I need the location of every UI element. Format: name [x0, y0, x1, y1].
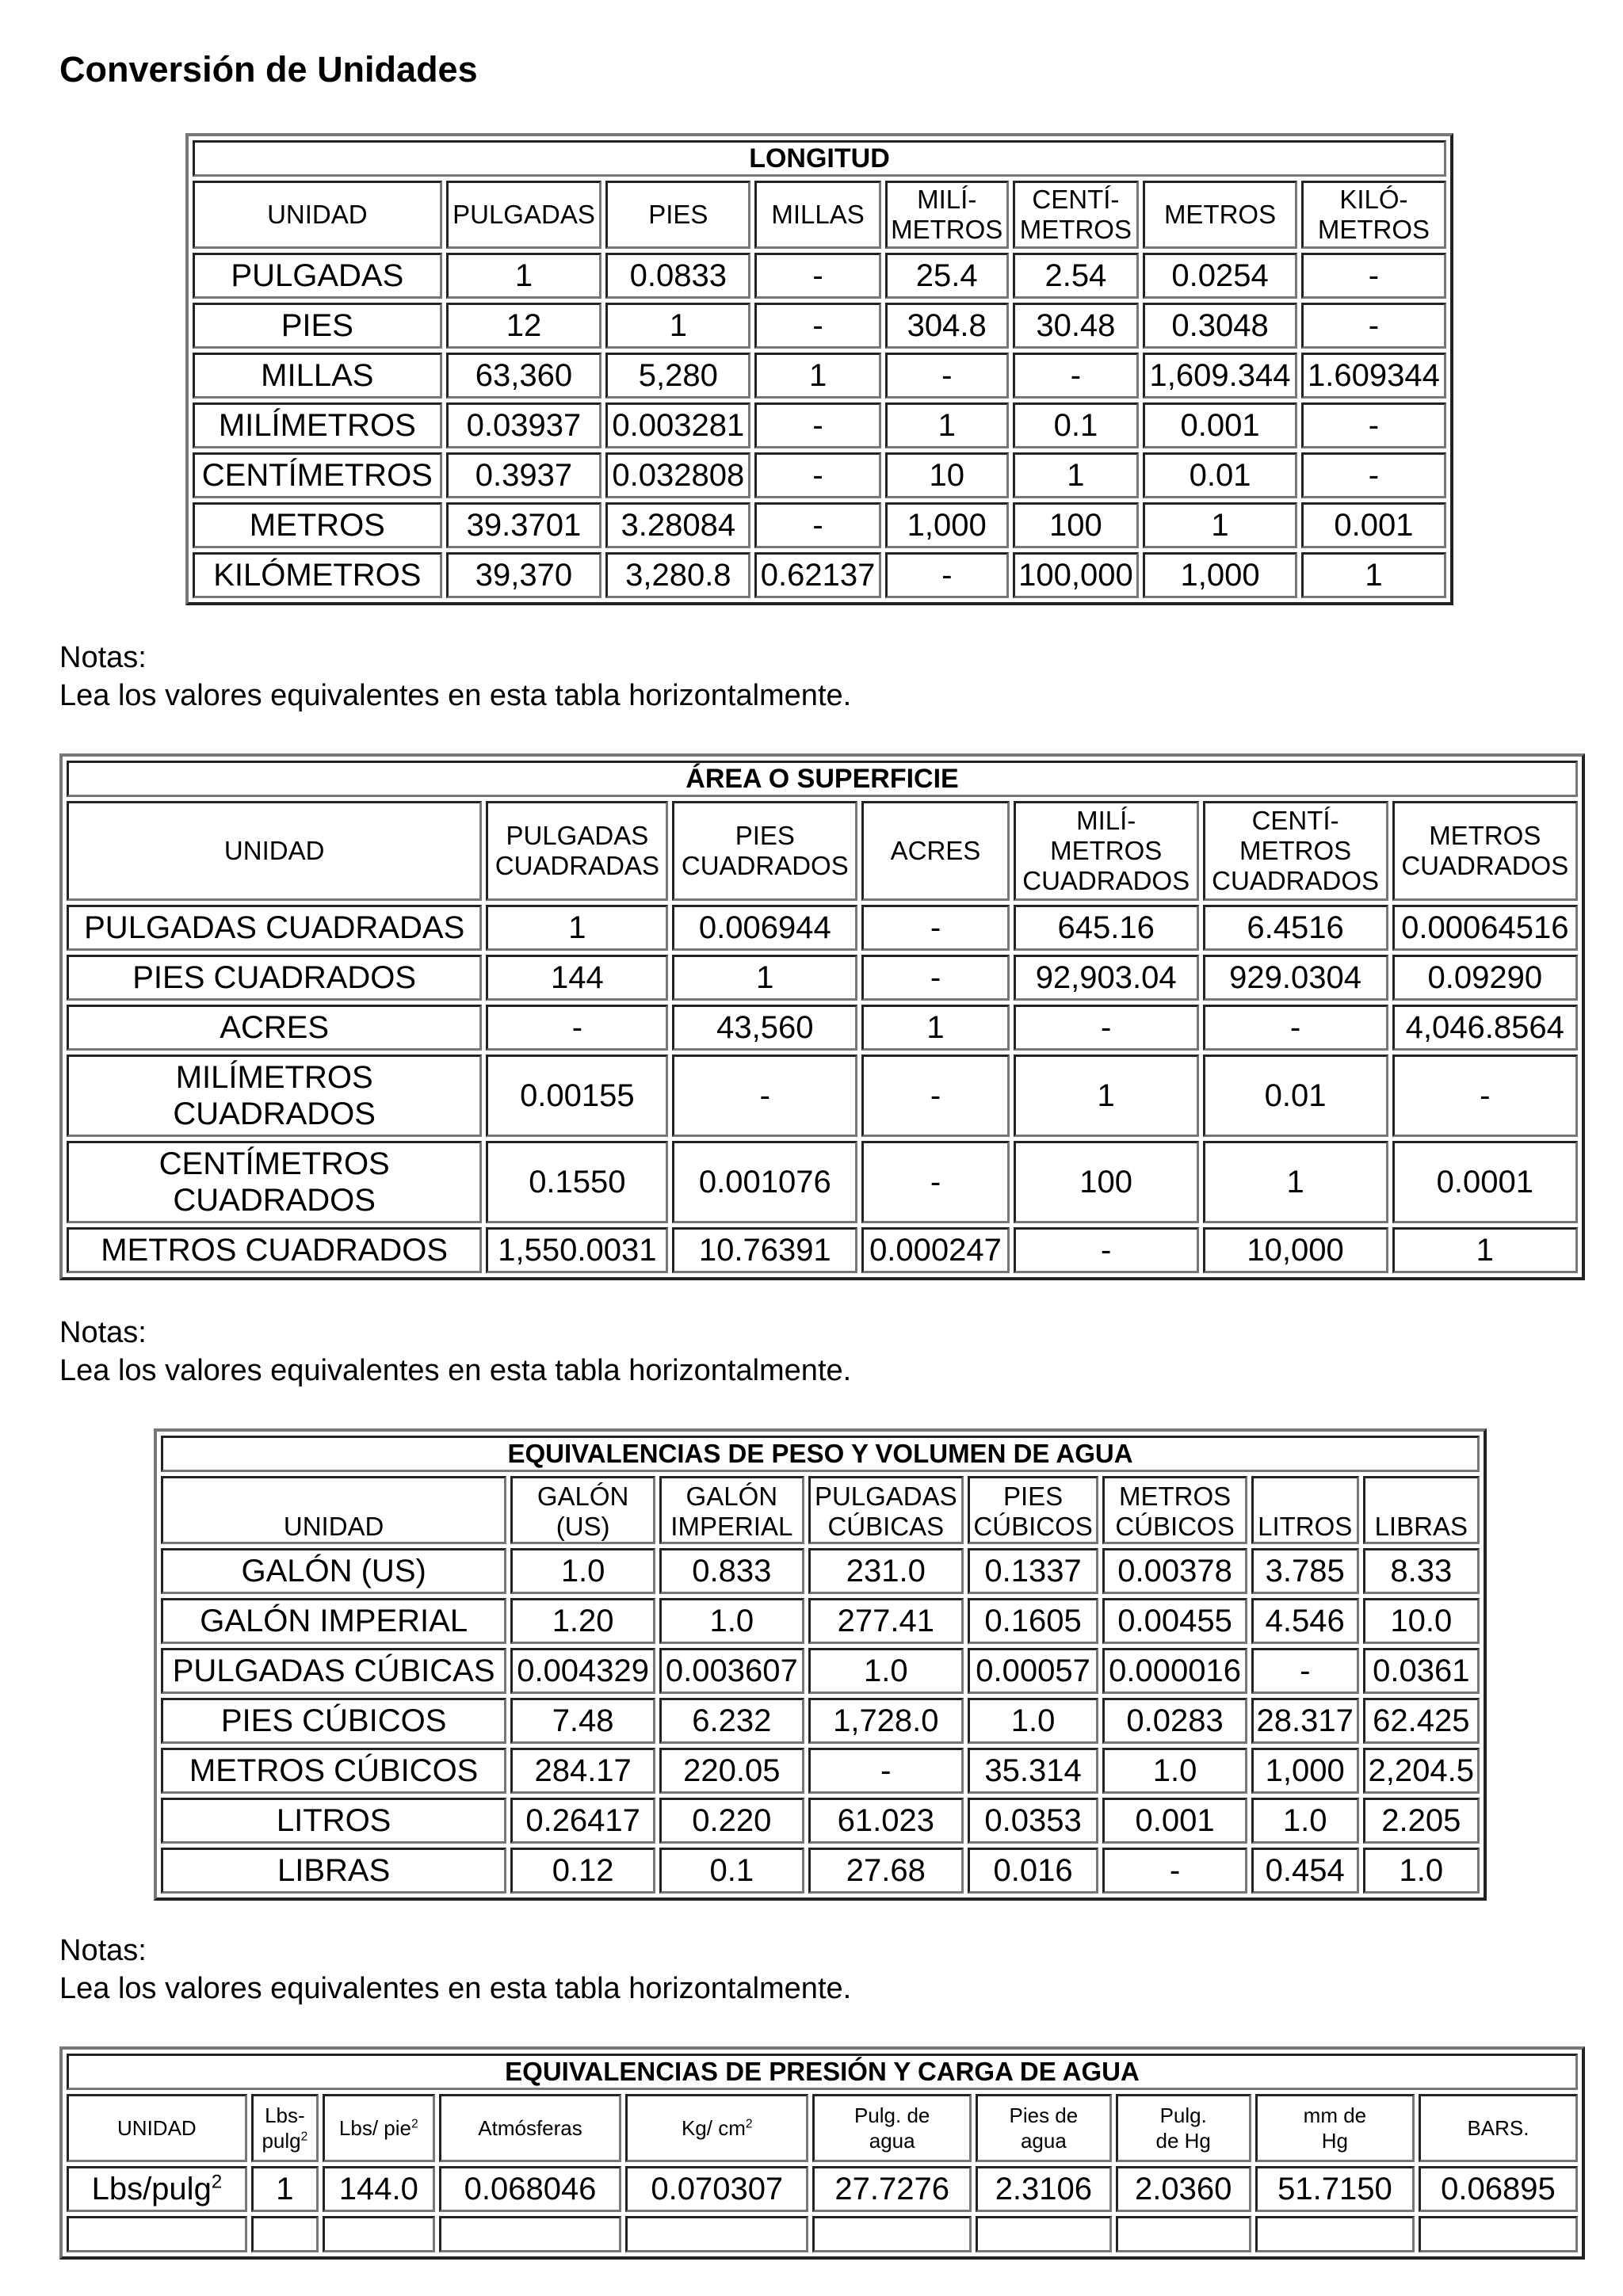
table-cell: 1 [885, 402, 1009, 448]
column-header: GALÓN IMPERIAL [659, 1476, 804, 1544]
table-cell [439, 2216, 622, 2252]
column-header: PULGADAS CÚBICAS [808, 1476, 964, 1544]
table-cell: - [1014, 1005, 1199, 1051]
table-cell: - [861, 955, 1009, 1001]
table-cell: - [1014, 1227, 1199, 1273]
table-cell: - [1203, 1005, 1388, 1051]
table-cell: 231.0 [808, 1548, 964, 1594]
table-cell: 2.54 [1013, 253, 1139, 299]
table-cell: 10.0 [1363, 1598, 1480, 1644]
column-header: Kg/ $cm^2$ [625, 2094, 808, 2162]
area-table [59, 753, 1585, 1280]
table-cell: 1 [486, 905, 668, 951]
table-cell: 0.001076 [672, 1141, 857, 1223]
column-header: BARS. [1419, 2094, 1578, 2162]
table-cell: 277.41 [808, 1598, 964, 1644]
table-row [67, 1227, 1578, 1273]
table-cell: 1.0 [1102, 1748, 1247, 1794]
table-cell: 27.68 [808, 1848, 964, 1894]
column-header: MILLAS [754, 181, 880, 249]
table-cell: 0.032808 [605, 452, 750, 498]
column-header: METROS [1143, 181, 1297, 249]
table-cell: 3,280.8 [605, 552, 750, 598]
table-cell: - [885, 353, 1009, 399]
table-cell: 8.33 [1363, 1548, 1480, 1594]
row-label: GALÓN (US) [161, 1548, 506, 1594]
table-cell: - [1392, 1055, 1578, 1137]
table-caption: LONGITUD [193, 140, 1446, 177]
table-cell: 1.0 [968, 1698, 1098, 1744]
table-cell: - [754, 502, 880, 548]
table-row [67, 905, 1578, 951]
table-cell: 0.03937 [446, 402, 602, 448]
note-label: Notas: [59, 1934, 147, 1967]
table-cell: - [486, 1005, 668, 1051]
table-cell: 1 [1013, 452, 1139, 498]
page-title: Conversión de Unidades [59, 49, 478, 90]
note-label: Notas: [59, 641, 147, 674]
note-peso [59, 1932, 851, 2008]
table-cell: 1 [861, 1005, 1009, 1051]
column-header: UNIDAD [161, 1476, 506, 1544]
table-cell: - [1301, 303, 1446, 349]
table-row [67, 1055, 1578, 1137]
table-cell: 0.0001 [1392, 1141, 1578, 1223]
table-cell: - [1301, 402, 1446, 448]
table-cell: 0.0353 [968, 1798, 1098, 1844]
table-cell [323, 2216, 435, 2252]
table-cell: 0.0283 [1102, 1698, 1247, 1744]
table-cell: - [861, 905, 1009, 951]
column-header: UNIDAD [193, 181, 442, 249]
table-cell: 1.20 [510, 1598, 655, 1644]
table-cell: 62.425 [1363, 1698, 1480, 1744]
row-label: METROS [193, 502, 442, 548]
table-cell: - [1102, 1848, 1247, 1894]
table-cell: 0.00057 [968, 1648, 1098, 1694]
table-cell: 0.000247 [861, 1227, 1009, 1273]
table-row [161, 1548, 1480, 1594]
table-cell: 1,000 [1251, 1748, 1359, 1794]
table-cell: 0.62137 [754, 552, 880, 598]
table-cell: 4.546 [1251, 1598, 1359, 1644]
row-label: METROS CÚBICOS [161, 1748, 506, 1794]
table-cell: 0.004329 [510, 1648, 655, 1694]
table-cell: 1,000 [885, 502, 1009, 548]
column-header: MILÍ- METROS [885, 181, 1009, 249]
table-cell: 2,204.5 [1363, 1748, 1480, 1794]
table-cell: 63,360 [446, 353, 602, 399]
table-cell: 35.314 [968, 1748, 1098, 1794]
table-row [67, 955, 1578, 1001]
note-label: Notas: [59, 1316, 147, 1349]
table-cell [67, 2216, 247, 2252]
column-header: PULGADAS CUADRADAS [486, 801, 668, 901]
table-row [67, 1141, 1578, 1223]
row-label: LITROS [161, 1798, 506, 1844]
table-cell: 10.76391 [672, 1227, 857, 1273]
column-header: PIES [605, 181, 750, 249]
table-cell: 0.12 [510, 1848, 655, 1894]
table-cell: - [672, 1055, 857, 1137]
table-row [161, 1848, 1480, 1894]
table-cell: 92,903.04 [1014, 955, 1199, 1001]
table-cell: 12 [446, 303, 602, 349]
table-cell: - [754, 402, 880, 448]
table-row [193, 253, 1446, 299]
table-cell: 0.09290 [1392, 955, 1578, 1001]
column-header: UNIDAD [67, 2094, 247, 2162]
table-cell: 0.06895 [1419, 2166, 1578, 2212]
table-cell: 39,370 [446, 552, 602, 598]
column-header: KILÓ- METROS [1301, 181, 1446, 249]
table-cell: 1 [1203, 1141, 1388, 1223]
table-cell: 0.01 [1143, 452, 1297, 498]
table-cell: 0.00455 [1102, 1598, 1247, 1644]
table-cell: - [861, 1141, 1009, 1223]
column-header: LIBRAS [1363, 1476, 1480, 1544]
table-cell: 5,280 [605, 353, 750, 399]
table-cell: 0.0361 [1363, 1648, 1480, 1694]
row-label: PULGADAS CUADRADAS [67, 905, 482, 951]
row-label: PULGADAS CÚBICAS [161, 1648, 506, 1694]
table-cell: 0.000016 [1102, 1648, 1247, 1694]
table-cell: 0.1 [1013, 402, 1139, 448]
row-label: MILLAS [193, 353, 442, 399]
table-row [67, 1005, 1578, 1051]
table-cell: 144 [486, 955, 668, 1001]
table-cell: 0.006944 [672, 905, 857, 951]
table-cell: 0.016 [968, 1848, 1098, 1894]
row-label: PULGADAS [193, 253, 442, 299]
table-row [161, 1698, 1480, 1744]
table-row [193, 402, 1446, 448]
table-cell: 1.609344 [1301, 353, 1446, 399]
table-cell: 1,000 [1143, 552, 1297, 598]
table-cell: 0.26417 [510, 1798, 655, 1844]
column-header: MILÍ- METROS CUADRADOS [1014, 801, 1199, 901]
row-label: KILÓMETROS [193, 552, 442, 598]
table-cell: 0.3048 [1143, 303, 1297, 349]
table-cell: 1.0 [808, 1648, 964, 1694]
table-cell: 1,728.0 [808, 1698, 964, 1744]
table-cell: 2.205 [1363, 1798, 1480, 1844]
table-cell: 100,000 [1013, 552, 1139, 598]
table-cell [976, 2216, 1111, 2252]
table-cell: 3.785 [1251, 1548, 1359, 1594]
column-header: Lbs/ pie$^2$ [323, 2094, 435, 2162]
table-cell: 0.833 [659, 1548, 804, 1594]
row-label: METROS CUADRADOS [67, 1227, 482, 1273]
longitud-table [185, 133, 1453, 605]
table-cell: 0.003607 [659, 1648, 804, 1694]
table-cell: 1 [251, 2166, 319, 2212]
table-row [193, 452, 1446, 498]
table-cell: 1 [605, 303, 750, 349]
table-cell: 3.28084 [605, 502, 750, 548]
table-cell: 1 [446, 253, 602, 299]
peso-volumen-table [154, 1428, 1487, 1901]
table-row [161, 1748, 1480, 1794]
column-header: ACRES [861, 801, 1009, 901]
table-cell: 25.4 [885, 253, 1009, 299]
table-cell: 0.01 [1203, 1055, 1388, 1137]
column-header: CENTÍ- METROS [1013, 181, 1139, 249]
table-cell: 100 [1014, 1141, 1199, 1223]
column-header: METROS CUADRADOS [1392, 801, 1578, 901]
table-cell: 0.00378 [1102, 1548, 1247, 1594]
table-cell: 51.7150 [1255, 2166, 1415, 2212]
table-cell: 0.1550 [486, 1141, 668, 1223]
table-cell: 0.001 [1301, 502, 1446, 548]
table-cell: 0.00064516 [1392, 905, 1578, 951]
column-header: PIES CÚBICOS [968, 1476, 1098, 1544]
table-caption: ÁREA O SUPERFICIE [67, 761, 1578, 797]
table-row [161, 1648, 1480, 1694]
column-header: LITROS [1251, 1476, 1359, 1544]
table-cell: 1.0 [510, 1548, 655, 1594]
table-cell: - [808, 1748, 964, 1794]
column-header: PULGADAS [446, 181, 602, 249]
table-cell: 4,046.8564 [1392, 1005, 1578, 1051]
table-cell: 39.3701 [446, 502, 602, 548]
table-row [193, 303, 1446, 349]
table-cell: 0.001 [1143, 402, 1297, 448]
table-caption: EQUIVALENCIAS DE PESO Y VOLUMEN DE AGUA [161, 1436, 1480, 1472]
table-cell: - [885, 552, 1009, 598]
table-cell: 144.0 [323, 2166, 435, 2212]
table-cell: 0.003281 [605, 402, 750, 448]
table-cell: 1.0 [1363, 1848, 1480, 1894]
table-cell: 10,000 [1203, 1227, 1388, 1273]
table-cell: 7.48 [510, 1698, 655, 1744]
table-cell: 100 [1013, 502, 1139, 548]
table-cell: 0.3937 [446, 452, 602, 498]
table-row [193, 552, 1446, 598]
column-header: Pulg. de Hg [1116, 2094, 1251, 2162]
table-cell: - [754, 253, 880, 299]
table-cell: 2.0360 [1116, 2166, 1251, 2212]
table-row [67, 2166, 1578, 2212]
column-header: Lbs- pulg$^2$ [251, 2094, 319, 2162]
column-header: mm de Hg [1255, 2094, 1415, 2162]
table-row [161, 1798, 1480, 1844]
table-cell [251, 2216, 319, 2252]
row-label: MILÍMETROS [193, 402, 442, 448]
table-row [193, 502, 1446, 548]
table-cell: 0.00155 [486, 1055, 668, 1137]
table-cell: 0.0254 [1143, 253, 1297, 299]
row-label: Lbs/pulg$^2$ [67, 2166, 247, 2212]
column-header: GALÓN (US) [510, 1476, 655, 1544]
column-header: CENTÍ- METROS CUADRADOS [1203, 801, 1388, 901]
table-cell: 1,609.344 [1143, 353, 1297, 399]
note-longitud [59, 639, 851, 715]
note-text: Lea los valores equivalentes en esta tabla horizontalmente. [59, 1972, 852, 2005]
row-label: CENTÍMETROS CUADRADOS [67, 1141, 482, 1223]
note-text: Lea los valores equivalentes en esta tabla horizontalmente. [59, 1354, 852, 1387]
table-cell: 1.0 [1251, 1798, 1359, 1844]
table-cell: 1,550.0031 [486, 1227, 668, 1273]
table-cell: 645.16 [1014, 905, 1199, 951]
table-cell: 43,560 [672, 1005, 857, 1051]
note-area [59, 1314, 851, 1390]
table-cell: - [1301, 452, 1446, 498]
column-header: Pies de agua [976, 2094, 1111, 2162]
table-cell: 1 [1392, 1227, 1578, 1273]
table-cell: 1 [672, 955, 857, 1001]
table-cell: - [861, 1055, 1009, 1137]
table-cell: - [754, 303, 880, 349]
table-cell [1419, 2216, 1578, 2252]
table-row [193, 353, 1446, 399]
row-label: PIES CÚBICOS [161, 1698, 506, 1744]
table-cell: 0.0833 [605, 253, 750, 299]
table-caption: EQUIVALENCIAS DE PRESIÓN Y CARGA DE AGUA [67, 2054, 1578, 2090]
table-cell: 0.001 [1102, 1798, 1247, 1844]
table-cell: 6.4516 [1203, 905, 1388, 951]
table-cell [1255, 2216, 1415, 2252]
table-cell: 30.48 [1013, 303, 1139, 349]
table-cell: 61.023 [808, 1798, 964, 1844]
row-label: CENTÍMETROS [193, 452, 442, 498]
row-label: PIES [193, 303, 442, 349]
column-header: Pulg. de agua [812, 2094, 972, 2162]
table-cell: 0.068046 [439, 2166, 622, 2212]
table-cell [812, 2216, 972, 2252]
row-label: LIBRAS [161, 1848, 506, 1894]
table-cell: 0.070307 [625, 2166, 808, 2212]
note-text: Lea los valores equivalentes en esta tabla horizontalmente. [59, 679, 852, 712]
table-cell: 0.220 [659, 1798, 804, 1844]
table-cell: 929.0304 [1203, 955, 1388, 1001]
column-header: PIES CUADRADOS [672, 801, 857, 901]
table-cell: 10 [885, 452, 1009, 498]
table-cell: 0.1605 [968, 1598, 1098, 1644]
presion-table [59, 2046, 1585, 2260]
row-label: GALÓN IMPERIAL [161, 1598, 506, 1644]
table-cell: - [1301, 253, 1446, 299]
table-cell: 1 [754, 353, 880, 399]
table-cell: 2.3106 [976, 2166, 1111, 2212]
table-cell: 1 [1301, 552, 1446, 598]
table-cell: 1 [1014, 1055, 1199, 1137]
table-cell: - [754, 452, 880, 498]
table-cell: - [1013, 353, 1139, 399]
table-cell [625, 2216, 808, 2252]
table-cell: - [1251, 1648, 1359, 1694]
table-cell: 27.7276 [812, 2166, 972, 2212]
table-row [161, 1598, 1480, 1644]
table-cell [1116, 2216, 1251, 2252]
row-label: MILÍMETROS CUADRADOS [67, 1055, 482, 1137]
table-cell: 28.317 [1251, 1698, 1359, 1744]
table-cell: 304.8 [885, 303, 1009, 349]
column-header: Atmósferas [439, 2094, 622, 2162]
column-header: UNIDAD [67, 801, 482, 901]
table-cell: 1 [1143, 502, 1297, 548]
table-cell: 284.17 [510, 1748, 655, 1794]
column-header: METROS CÚBICOS [1102, 1476, 1247, 1544]
table-cell: 220.05 [659, 1748, 804, 1794]
row-label: ACRES [67, 1005, 482, 1051]
row-label: PIES CUADRADOS [67, 955, 482, 1001]
table-cell: 0.1337 [968, 1548, 1098, 1594]
table-cell: 0.454 [1251, 1848, 1359, 1894]
table-cell: 1.0 [659, 1598, 804, 1644]
table-cell: 0.1 [659, 1848, 804, 1894]
table-row [67, 2216, 1578, 2252]
table-cell: 6.232 [659, 1698, 804, 1744]
